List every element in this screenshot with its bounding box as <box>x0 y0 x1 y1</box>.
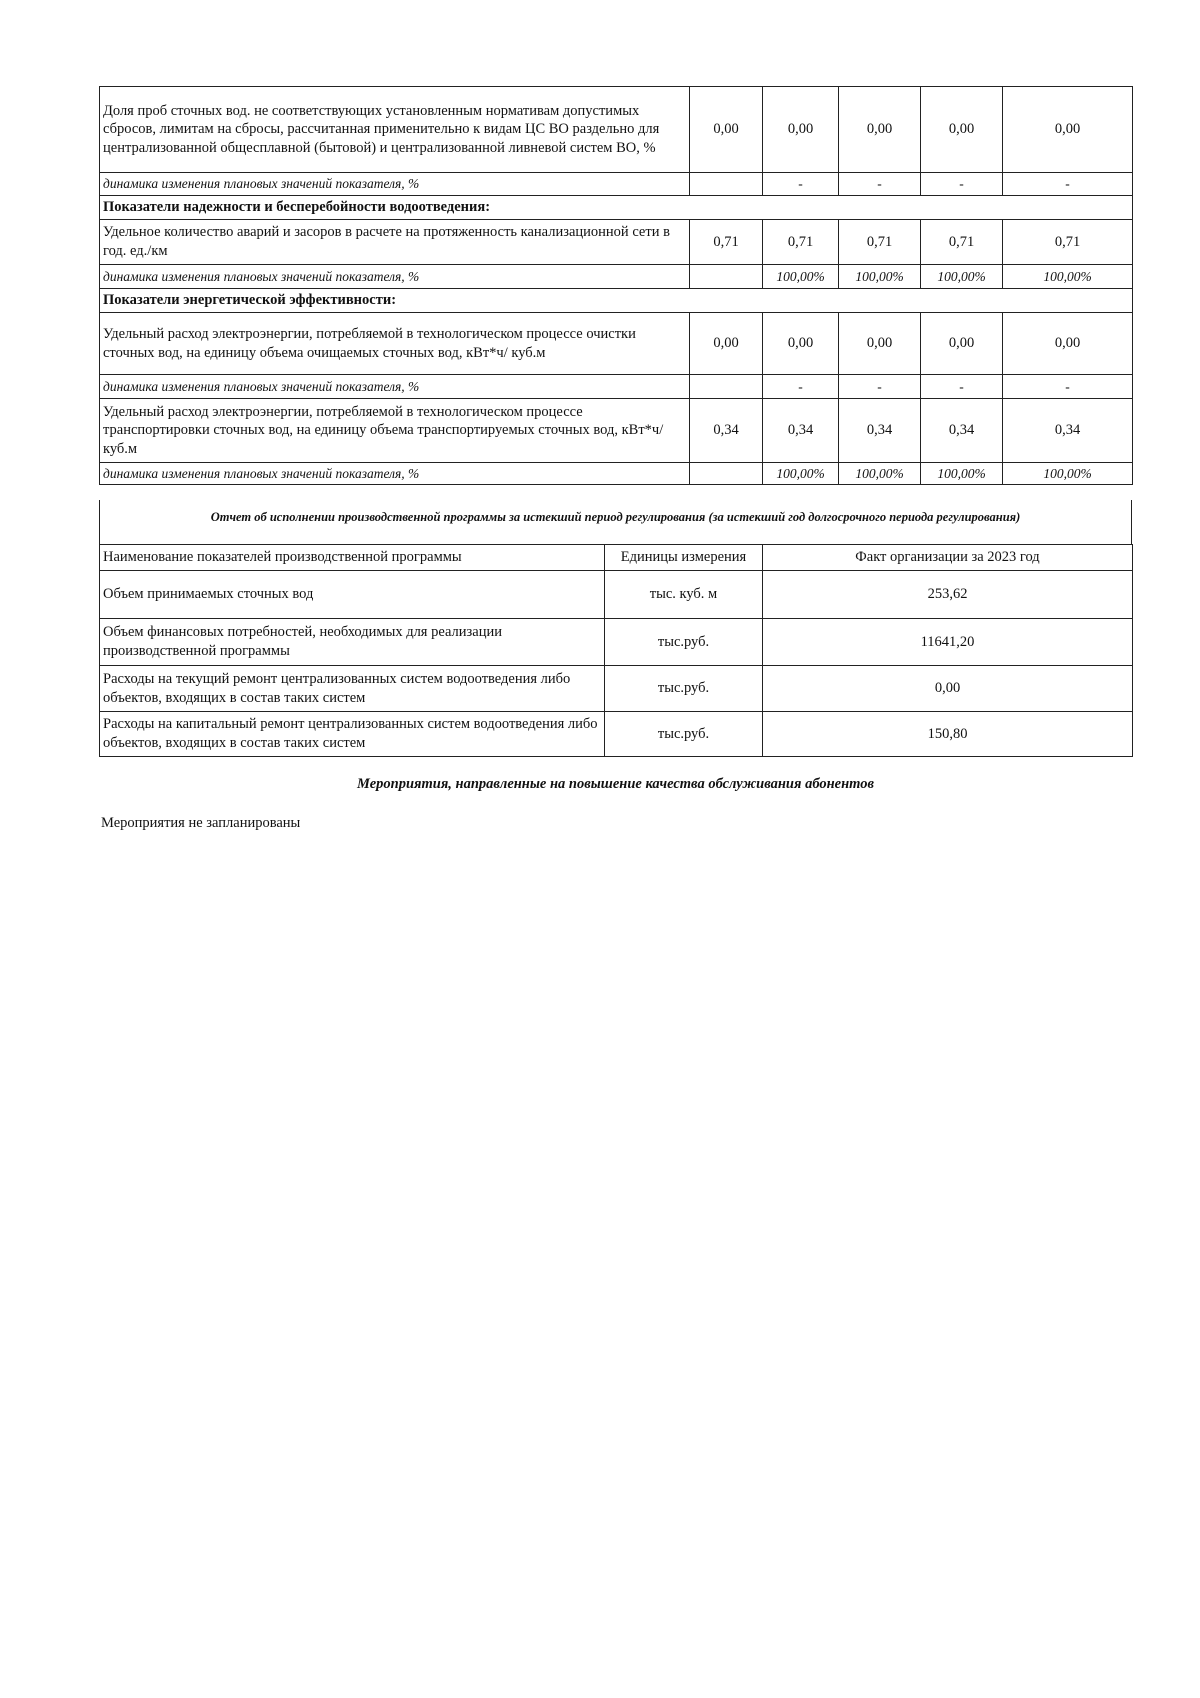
report-row-value: 150,80 <box>763 712 1133 757</box>
dynamics-value <box>690 173 763 196</box>
dynamics-row <box>100 375 1133 399</box>
report-row-unit: тыс. куб. м <box>605 571 763 619</box>
indicator-value: 0,34 <box>690 399 763 463</box>
indicator-label: Доля проб сточных вод. не соответствующих установленным нормативам допустимых сбросов, лимитам на сбросы, рассчитанная применительно к видам ЦС ВО раздельно для централизованной общесплавной (бытовой) и централизованной ливневой систем ВО, % <box>100 87 690 173</box>
report-row-unit: тыс.руб. <box>605 712 763 757</box>
dynamics-value: 100,00% <box>763 265 839 289</box>
dynamics-value: 100,00% <box>1003 463 1133 485</box>
dynamics-value: - <box>763 375 839 399</box>
report-row-name: Объем финансовых потребностей, необходимых для реализации производственной программы <box>100 619 605 666</box>
indicator-value: 0,34 <box>839 399 921 463</box>
indicator-value: 0,00 <box>839 313 921 375</box>
indicator-value: 0,34 <box>763 399 839 463</box>
section-row <box>100 289 1133 313</box>
indicator-value: 0,71 <box>839 220 921 265</box>
indicator-value: 0,71 <box>690 220 763 265</box>
dynamics-value: 100,00% <box>921 265 1003 289</box>
report-row-unit: тыс.руб. <box>605 619 763 666</box>
report-row-name: Объем принимаемых сточных вод <box>100 571 605 619</box>
dynamics-row <box>100 463 1133 485</box>
report-row-value: 11641,20 <box>763 619 1133 666</box>
indicator-row <box>100 399 1133 463</box>
section-title: Показатели надежности и бесперебойности водоотведения: <box>100 196 1133 220</box>
measures-text: Мероприятия не запланированы <box>101 815 301 831</box>
indicator-value: 0,00 <box>839 87 921 173</box>
dynamics-value: 100,00% <box>839 265 921 289</box>
indicator-value: 0,00 <box>1003 313 1133 375</box>
indicator-value: 0,00 <box>690 87 763 173</box>
indicator-value: 0,34 <box>921 399 1003 463</box>
dynamics-label: динамика изменения плановых значений показателя, % <box>100 173 690 196</box>
section-row <box>100 196 1133 220</box>
dynamics-value <box>690 265 763 289</box>
indicator-value: 0,00 <box>921 87 1003 173</box>
dynamics-value: 100,00% <box>921 463 1003 485</box>
dynamics-value: - <box>921 173 1003 196</box>
dynamics-value <box>690 375 763 399</box>
dynamics-row <box>100 265 1133 289</box>
report-caption: Отчет об исполнении производственной программы за истекший период регулирования (за истекший год долгосрочного периода регулирования) <box>99 500 1132 544</box>
indicator-label: Удельный расход электроэнергии, потребляемой в технологическом процессе очистки сточных вод, на единицу объема очищаемых сточных вод, кВт*ч/ куб.м <box>100 313 690 375</box>
report-row <box>100 571 1133 619</box>
dynamics-value: - <box>1003 173 1133 196</box>
dynamics-value: - <box>839 173 921 196</box>
report-row-unit: тыс.руб. <box>605 666 763 712</box>
indicator-label: Удельное количество аварий и засоров в расчете на протяженность канализационной сети в год. ед./км <box>100 220 690 265</box>
dynamics-label: динамика изменения плановых значений показателя, % <box>100 463 690 485</box>
report-row-value: 253,62 <box>763 571 1133 619</box>
report-row-value: 0,00 <box>763 666 1133 712</box>
dynamics-label: динамика изменения плановых значений показателя, % <box>100 375 690 399</box>
section-title: Показатели энергетической эффективности: <box>100 289 1133 313</box>
dynamics-value: 100,00% <box>763 463 839 485</box>
indicator-row <box>100 220 1133 265</box>
report-header-fact: Факт организации за 2023 год <box>763 545 1133 571</box>
dynamics-value: - <box>839 375 921 399</box>
report-row <box>100 712 1133 757</box>
indicator-value: 0,34 <box>1003 399 1133 463</box>
indicator-value: 0,71 <box>921 220 1003 265</box>
dynamics-value: - <box>1003 375 1133 399</box>
report-row-name: Расходы на текущий ремонт централизованных систем водоотведения либо объектов, входящих в состав таких систем <box>100 666 605 712</box>
dynamics-value: - <box>921 375 1003 399</box>
indicator-value: 0,00 <box>690 313 763 375</box>
indicator-value: 0,71 <box>763 220 839 265</box>
indicator-value: 0,00 <box>921 313 1003 375</box>
dynamics-row <box>100 173 1133 196</box>
indicator-row <box>100 87 1133 173</box>
dynamics-value: 100,00% <box>839 463 921 485</box>
report-row <box>100 619 1133 666</box>
indicator-row <box>100 313 1133 375</box>
dynamics-value: - <box>763 173 839 196</box>
measures-heading: Мероприятия, направленные на повышение качества обслуживания абонентов <box>357 776 874 792</box>
report-header-name: Наименование показателей производственной программы <box>100 545 605 571</box>
indicator-value: 0,00 <box>1003 87 1133 173</box>
report-row-name: Расходы на капитальный ремонт централизованных систем водоотведения либо объектов, входящих в состав таких систем <box>100 712 605 757</box>
report-header-unit: Единицы измерения <box>605 545 763 571</box>
dynamics-label: динамика изменения плановых значений показателя, % <box>100 265 690 289</box>
indicator-label: Удельный расход электроэнергии, потребляемой в технологическом процессе транспортировки сточных вод, на единицу объема транспортируемых сточных вод, кВт*ч/ куб.м <box>100 399 690 463</box>
report-row <box>100 666 1133 712</box>
indicators-table <box>99 86 1133 485</box>
indicator-value: 0,71 <box>1003 220 1133 265</box>
report-table <box>99 544 1133 757</box>
indicator-value: 0,00 <box>763 313 839 375</box>
indicator-value: 0,00 <box>763 87 839 173</box>
dynamics-value: 100,00% <box>1003 265 1133 289</box>
dynamics-value <box>690 463 763 485</box>
report-header-row <box>100 545 1133 571</box>
